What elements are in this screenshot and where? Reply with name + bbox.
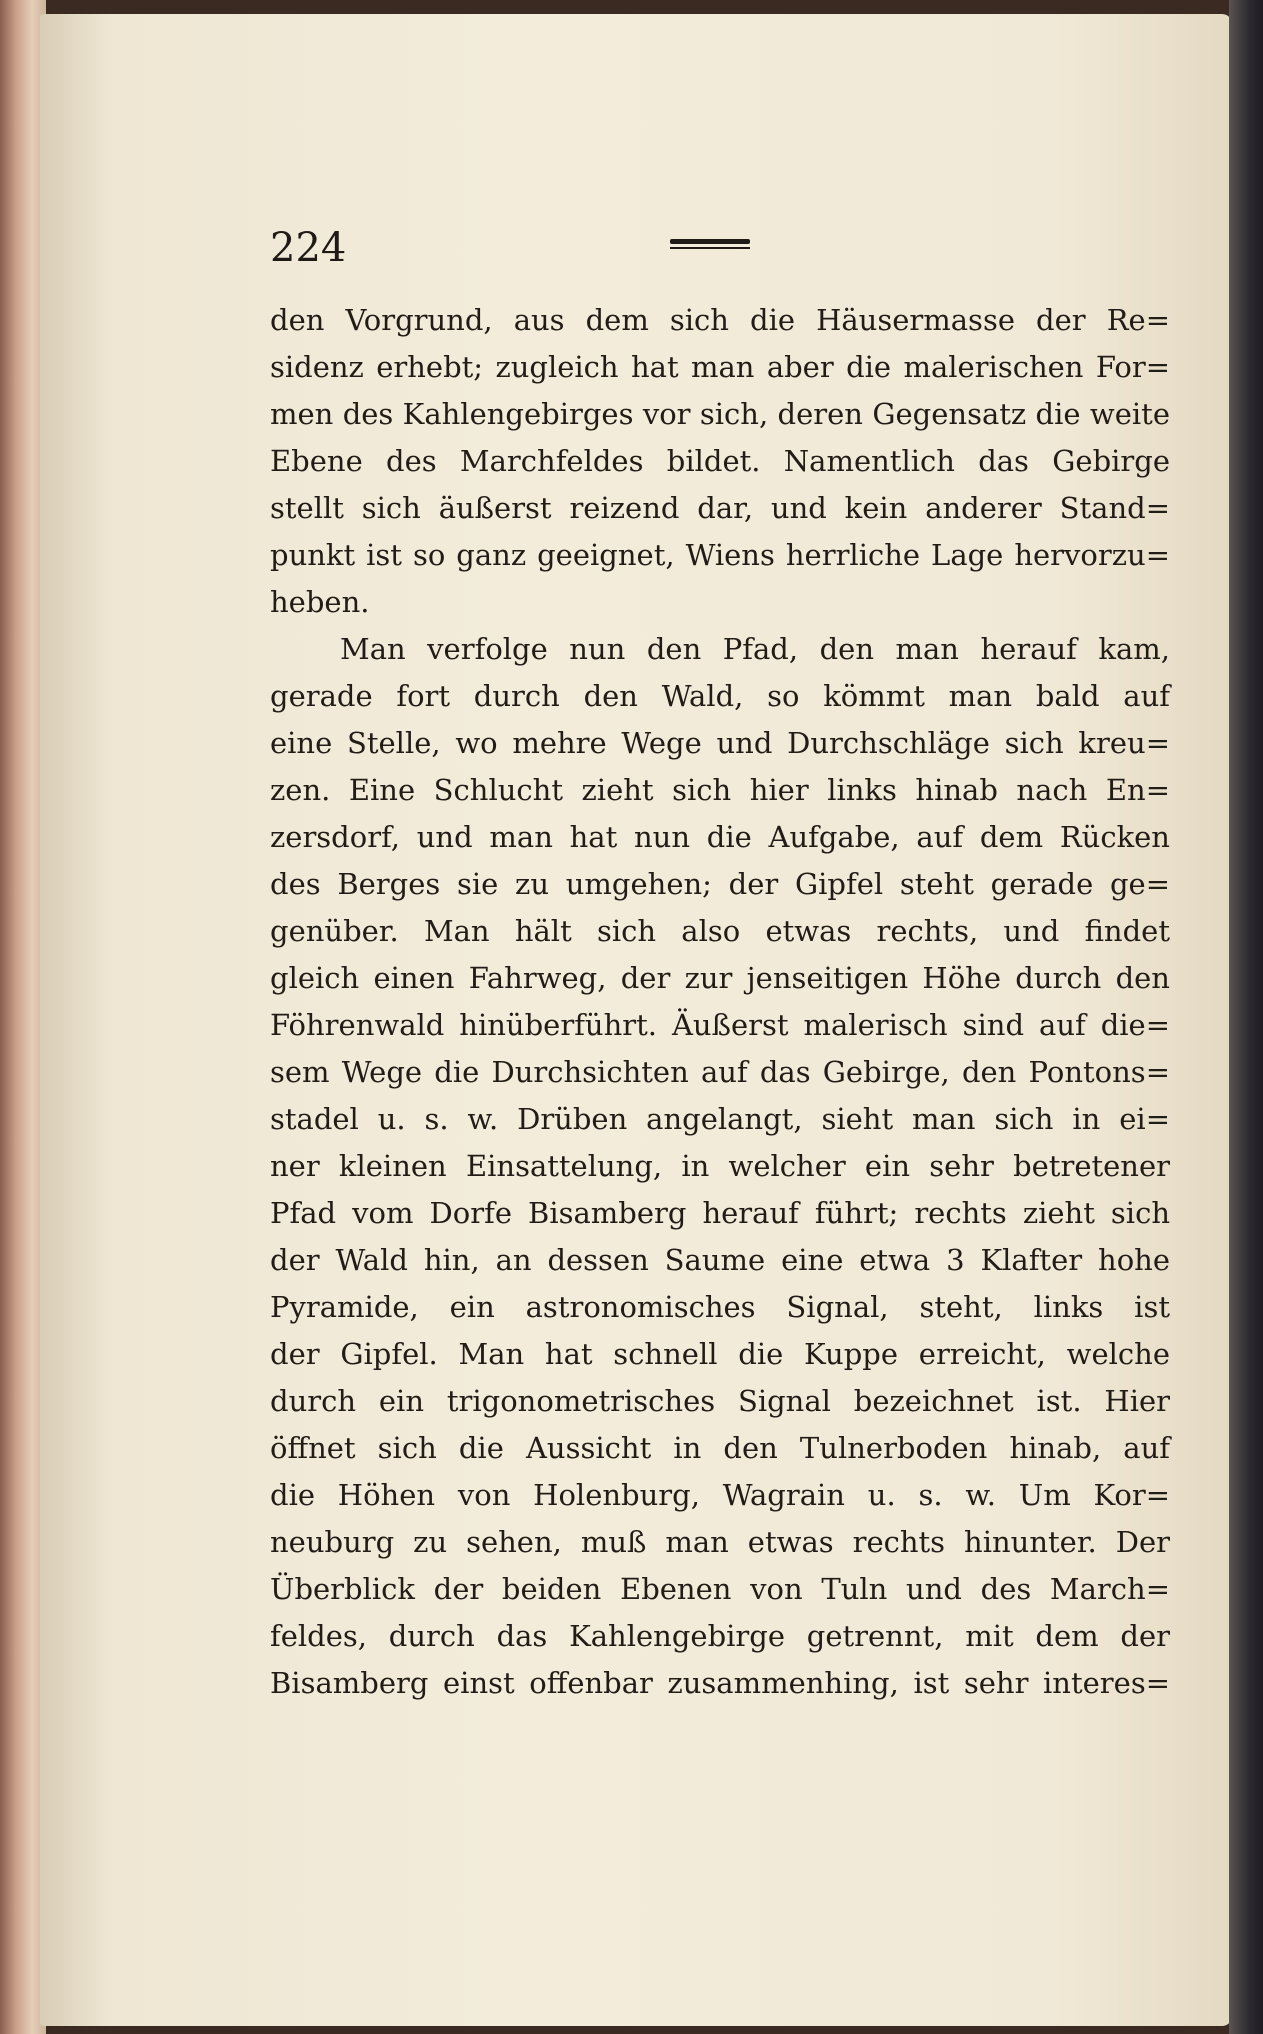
header-rule (670, 239, 750, 244)
text-line: men des Kahlengebirges vor sich, deren Gegensatz die weite (270, 397, 1170, 431)
text-line: feldes, durch das Kahlengebirge getrennt, mit dem der (270, 1619, 1170, 1653)
text-line: Pyramide, ein astronomisches Signal, steht, links ist (270, 1290, 1170, 1324)
text-line: der Wald hin, an dessen Saume eine etwa 3 Klafter hohe (270, 1243, 1170, 1277)
text-line: Bisamberg einst offenbar zusammenhing, ist sehr interes= (270, 1666, 1170, 1700)
text-line: die Höhen von Holenburg, Wagrain u. s. w. Um Kor= (270, 1478, 1170, 1512)
text-line: zersdorf, und man hat nun die Aufgabe, auf dem Rücken (270, 820, 1170, 854)
text-line: stadel u. s. w. Drüben angelangt, sieht man sich in ei= (270, 1102, 1170, 1136)
text-line: neuburg zu sehen, muß man etwas rechts hinunter. Der (270, 1525, 1170, 1559)
body-text (270, 297, 1170, 1707)
text-line: Überblick der beiden Ebenen von Tuln und des March= (270, 1572, 1170, 1606)
text-line: Man verfolge nun den Pfad, den man herauf kam, (340, 632, 1170, 666)
text-line: zen. Eine Schlucht zieht sich hier links hinab nach En= (270, 773, 1170, 807)
text-line: heben. (270, 585, 370, 619)
text-line: den Vorgrund, aus dem sich die Häusermasse der Re= (270, 303, 1170, 337)
header-rule-thin (670, 247, 750, 249)
page-header (270, 225, 1175, 275)
text-line: sidenz erhebt; zugleich hat man aber die malerischen For= (270, 350, 1170, 384)
text-line: Föhrenwald hinüberführt. Äußerst malerisch sind auf die= (270, 1008, 1170, 1042)
text-line: des Berges sie zu umgehen; der Gipfel steht gerade ge= (270, 867, 1170, 901)
text-line: sem Wege die Durchsichten auf das Gebirge, den Pontons= (270, 1055, 1170, 1089)
text-line: öffnet sich die Aussicht in den Tulnerboden hinab, auf (270, 1431, 1170, 1465)
text-line: punkt ist so ganz geeignet, Wiens herrliche Lage hervorzu= (270, 538, 1170, 572)
text-line: durch ein trigonometrisches Signal bezeichnet ist. Hier (270, 1384, 1170, 1418)
text-line: gleich einen Fahrweg, der zur jenseitigen Höhe durch den (270, 961, 1170, 995)
text-line: eine Stelle, wo mehre Wege und Durchschläge sich kreu= (270, 726, 1170, 760)
text-line: genüber. Man hält sich also etwas rechts, und findet (270, 914, 1170, 948)
page-number: 224 (270, 225, 347, 271)
text-line: der Gipfel. Man hat schnell die Kuppe erreicht, welche (270, 1337, 1170, 1371)
book-cover-edge (1229, 0, 1263, 2034)
text-line: stellt sich äußerst reizend dar, und kein anderer Stand= (270, 491, 1170, 525)
text-line: Pfad vom Dorfe Bisamberg herauf führt; rechts zieht sich (270, 1196, 1170, 1230)
text-line: gerade fort durch den Wald, so kömmt man bald auf (270, 679, 1170, 713)
text-line: ner kleinen Einsattelung, in welcher ein sehr betretener (270, 1149, 1170, 1183)
text-line: Ebene des Marchfeldes bildet. Namentlich das Gebirge (270, 444, 1170, 478)
